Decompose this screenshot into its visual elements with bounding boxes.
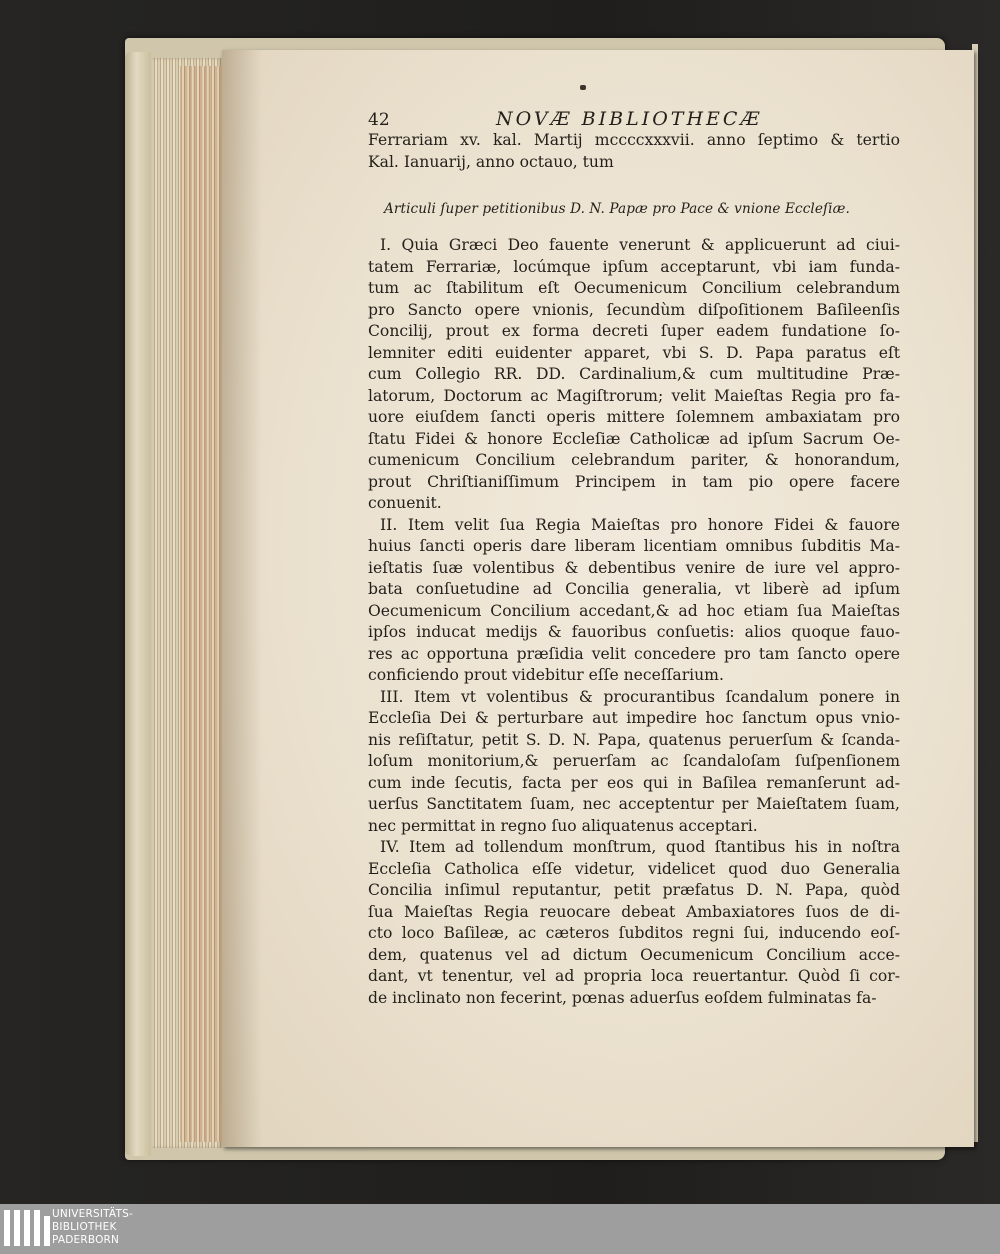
article-line: conficiendo prout videbitur eſſe neceſſarium. (368, 666, 724, 684)
article-line: Oecumenicum Concilium accedant,& ad hoc etiam ſua Maieſtas (368, 601, 900, 620)
footer-bar (0, 1204, 1000, 1254)
article-line: conuenit. (368, 494, 442, 512)
article-line: III. Item vt volentibus & procurantibus ſcandalum ponere in (380, 687, 900, 706)
library-logo-icon (4, 1210, 50, 1246)
article-line: Eccleſia Dei & perturbare aut impedire hoc ſanctum opus vnio- (368, 709, 900, 727)
article-line: latorum, Doctorum ac Magiſtrorum; velit Maieſtas Regia pro fa- (368, 386, 900, 405)
ink-mark (580, 85, 586, 90)
article-line: uerſus Sanctitatem ſuam, nec acceptentur per Maieſtatem ſuam, (368, 795, 900, 813)
article-line: bata conſuetudine ad Concilia generalia, vt liberè ad ipſum (368, 580, 900, 598)
intro-text (368, 130, 900, 173)
article-line: ieſtatis ſuæ volentibus & debentibus venire de iure vel appro- (368, 558, 900, 577)
article-line: loſum monitorium,& peruerſam ac ſcandaloſam ſuſpenſionem (368, 752, 900, 770)
article-line: Concilia inſimul reputantur, petit præfatus D. N. Papa, quòd (368, 881, 900, 899)
logo-line: UNIVERSITÄTS- (52, 1208, 133, 1220)
page-stack-inner (180, 66, 222, 1142)
article-line: Concilij, prout ex forma decreti ſuper eadem fundatione ſo- (368, 322, 900, 340)
article-line: nec permittat in regno ſuo aliquatenus acceptari. (368, 816, 758, 835)
logo-line: BIBLIOTHEK (52, 1221, 117, 1233)
article-paragraph (368, 515, 900, 687)
intro-line: Ferrariam xv. kal. Martij mccccxxxvii. anno ſeptimo & tertio (368, 131, 900, 149)
running-head-title: NOVÆ BIBLIOTHECÆ (496, 108, 763, 130)
article-line: pro Sancto opere vnionis, ſecundùm diſpoſitionem Baſileenſis (368, 300, 900, 319)
article-line: cum inde ſecutis, facta per eos qui in Baſilea remanſerunt ad- (368, 773, 900, 792)
article-line: res ac opportuna præſidia velit concedere pro tam ſancto opere (368, 644, 900, 663)
articles (368, 235, 900, 1009)
article-line: de inclinato non fecerint, pœnas aduerſus eoſdem fulminatas fa- (368, 988, 877, 1007)
page-number: 42 (368, 110, 390, 130)
article-line: tum ac ſtabilitum eſt Oecumenicum Concilium celebrandum (368, 279, 900, 297)
article-line: ſtatu Fidei & honore Eccleſiæ Catholicæ ad ipſum Sacrum Oe- (368, 429, 900, 448)
article-line: cto loco Baſileæ, ac cæteros ſubditos regni ſui, inducendo eoſ- (368, 924, 900, 942)
article-line: I. Quia Græci Deo fauente venerunt & applicuerunt ad ciui- (380, 236, 900, 254)
cover-spine-edge (125, 52, 151, 1156)
article-line: dem, quatenus vel ad dictum Oecumenicum Concilium acce- (368, 945, 900, 964)
article-line: tatem Ferrariæ, locúmque ipſum acceptarunt, vbi iam funda- (368, 257, 900, 276)
article-line: ſua Maieſtas Regia reuocare debeat Ambaxiatores ſuos de di- (368, 902, 900, 921)
article-line: nis reſiſtatur, petit S. D. N. Papa, quatenus peruerſum & ſcanda- (368, 730, 900, 749)
article-line: cum Collegio RR. DD. Cardinalium,& cum multitudine Præ- (368, 365, 900, 383)
article-line: cumenicum Concilium celebrandum pariter, & honorandum, (368, 451, 900, 469)
article-line: uore eiuſdem ſancti operis mittere ſolemnem ambaxiatam pro (368, 408, 900, 426)
article-line: lemniter editi euidenter apparet, vbi S. D. Papa paratus eſt (368, 343, 900, 362)
article-paragraph (368, 235, 900, 515)
article-line: Eccleſia Catholica eſſe videtur, videlicet quod duo Generalia (368, 859, 900, 878)
section-heading: Articuli ſuper petitionibus D. N. Papæ pro Pace & vnione Eccleſiæ. (384, 201, 850, 217)
page-text (368, 108, 900, 1009)
running-head (368, 108, 900, 130)
article-line: II. Item velit ſua Regia Maieſtas pro honore Fidei & fauore (380, 515, 900, 534)
article-paragraph (368, 687, 900, 838)
article-line: IV. Item ad tollendum monſtrum, quod ſtantibus his in noſtra (380, 838, 900, 856)
article-line: ipſos inducat medijs & fauoribus conſuetis: alios quoque fauo- (368, 623, 900, 641)
library-logo-text (52, 1208, 133, 1247)
article-line: dant, vt tenentur, vel ad propria loca reuertantur. Quòd ſi cor- (368, 967, 900, 985)
gutter-shadow (222, 50, 262, 1147)
intro-line: Kal. Ianuarij, anno octauo, tum (368, 152, 614, 171)
article-line: huius ſancti operis dare liberam licentiam omnibus ſubditis Ma- (368, 537, 900, 555)
article-paragraph (368, 837, 900, 1009)
logo-line: PADERBORN (52, 1234, 120, 1246)
article-line: prout Chriſtianiſſimum Principem in tam pio opere facere (368, 472, 900, 491)
